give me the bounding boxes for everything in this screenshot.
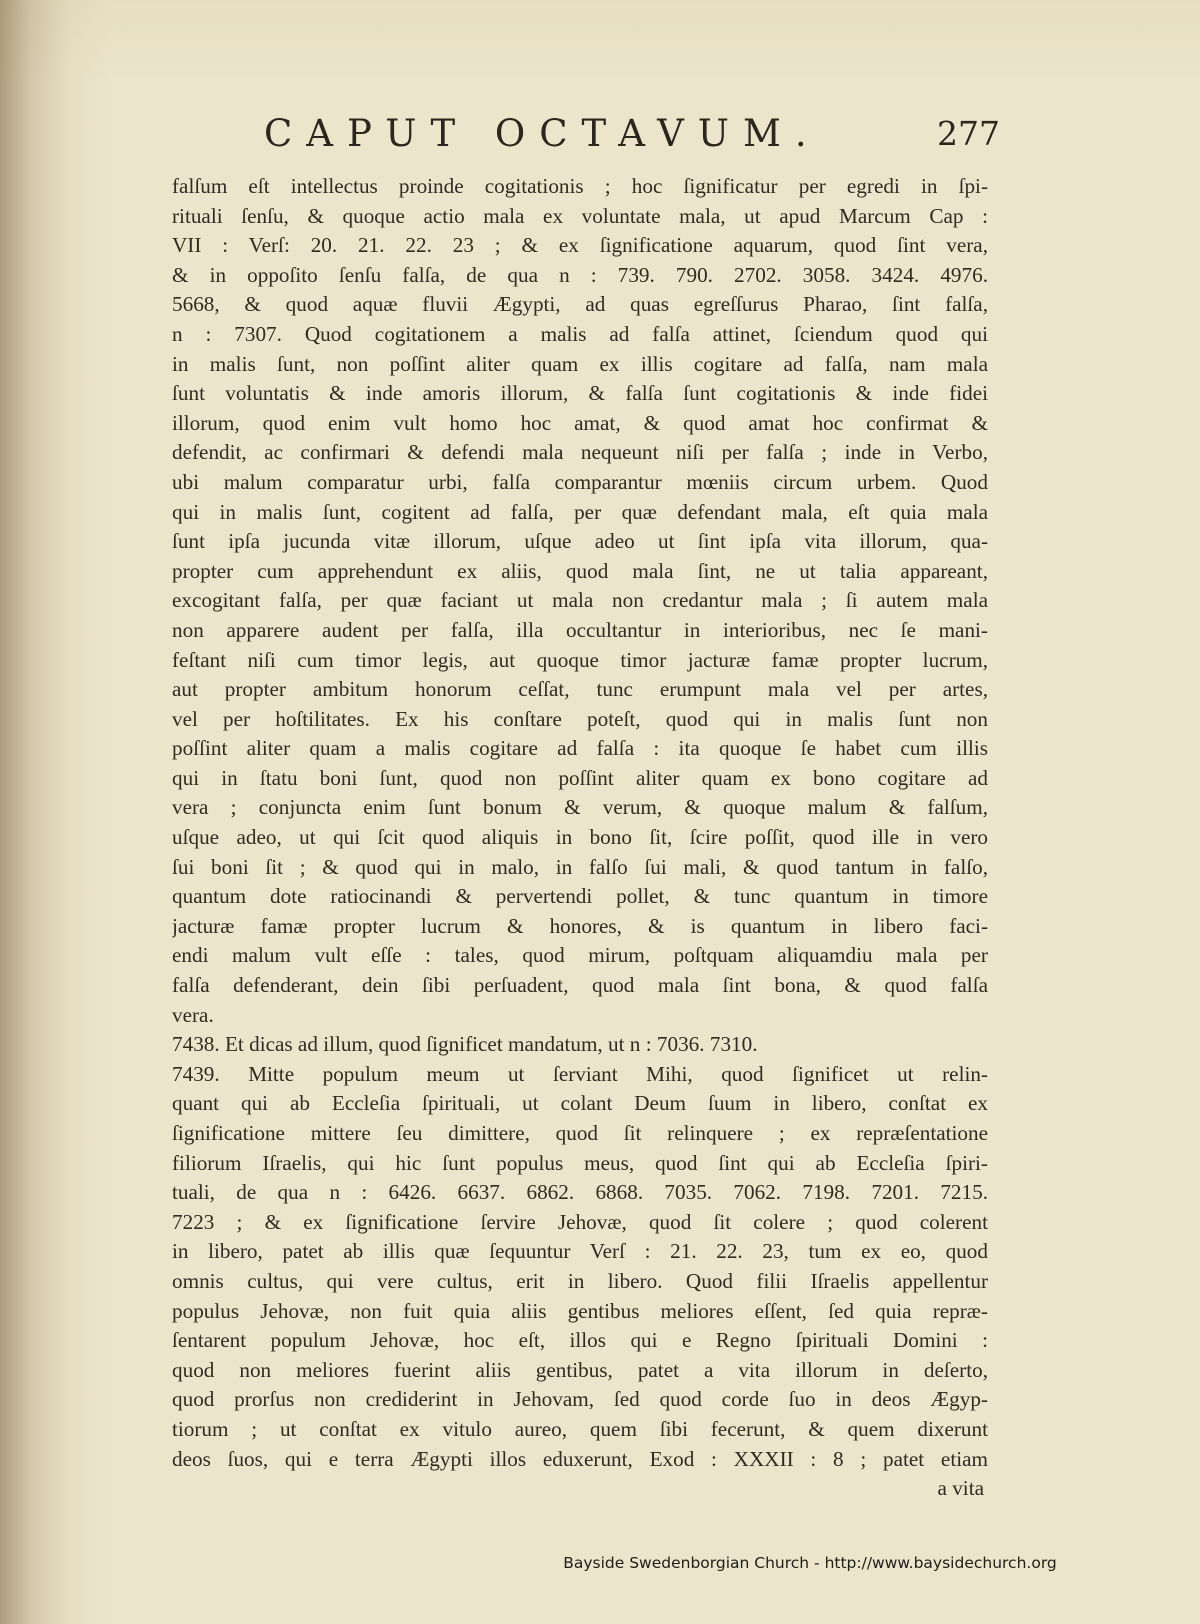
text-line: tiorum ; ut conſtat ex vitulo aureo, quem ſibi fecerunt, & quem dixerunt [172, 1416, 988, 1441]
text-line: omnis cultus, qui vere cultus, erit in libero. Quod filii Iſraelis appellentur [172, 1268, 988, 1293]
text-line: vera. [172, 1002, 214, 1027]
text-line: aut propter ambitum honorum ceſſat, tunc erumpunt mala vel per artes, [172, 677, 988, 702]
text-line: 7439. Mitte populum meum ut ſerviant Mihi, quod ſignificet ut relin- [172, 1061, 988, 1086]
body-text [172, 172, 988, 1504]
text-line: jacturæ famæ propter lucrum & honores, & is quantum in libero faci- [172, 913, 988, 938]
text-line: propter cum apprehendunt ex aliis, quod mala ſint, ne ut talia appareant, [172, 558, 988, 583]
text-line: falſum eſt intellectus proinde cogitationis ; hoc ſignificatur per egredi in ſpi- [172, 174, 988, 198]
text-line: 7223 ; & ex ſignificatione ſervire Jehovæ, quod ſit colere ; quod colerent [172, 1209, 988, 1234]
text-line: 7438. Et dicas ad illum, quod ſignificet mandatum, ut n : 7036. 7310. [172, 1032, 758, 1057]
text-line: VII : Verſ: 20. 21. 22. 23 ; & ex ſignificatione aquarum, quod ſint vera, [172, 233, 988, 258]
text-line: endi malum vult eſſe : tales, quod mirum, poſtquam aliquamdiu mala per [172, 943, 988, 968]
text-line: n : 7307. Quod cogitationem a malis ad falſa attinet, ſciendum quod qui [172, 321, 988, 346]
text-line: uſque adeo, ut qui ſcit quod aliquis in bono ſit, ſcire poſſit, quod ille in vero [172, 825, 988, 850]
text-line: ſunt voluntatis & inde amoris illorum, & falſa ſunt cogitationis & inde fidei [172, 381, 988, 406]
text-line: filiorum Iſraelis, qui hic ſunt populus meus, quod ſint qui ab Eccleſia ſpiri- [172, 1150, 988, 1175]
text-line: tuali, de qua n : 6426. 6637. 6862. 6868. 7035. 7062. 7198. 7201. 7215. [172, 1180, 988, 1205]
text-line: defendit, ac confirmari & defendi mala nequeunt niſi per falſa ; inde in Verbo, [172, 440, 988, 465]
text-line: ubi malum comparatur urbi, falſa comparantur mœniis circum urbem. Quod [172, 469, 988, 494]
text-line: falſa defenderant, dein ſibi perſuadent, quod mala ſint bona, & quod falſa [172, 973, 988, 998]
text-line: vel per hoſtilitates. Ex his conſtare poteſt, quod qui in malis ſunt non [172, 706, 988, 731]
text-line: quod non meliores fuerint aliis gentibus, patet a vita illorum in deſerto, [172, 1357, 988, 1382]
text-line: non apparere audent per falſa, illa occultantur in interioribus, nec ſe mani- [172, 617, 988, 642]
text-line: qui in ſtatu boni ſunt, quod non poſſint aliter quam ex bono cogitare ad [172, 765, 988, 790]
text-line: poſſint aliter quam a malis cogitare ad falſa : ita quoque ſe habet cum illis [172, 736, 988, 761]
text-line: feſtant niſi cum timor legis, aut quoque timor jacturæ famæ propter lucrum, [172, 647, 988, 672]
text-line: ſui boni ſit ; & quod qui in malo, in falſo ſui mali, & quod tantum in falſo, [172, 854, 988, 879]
page-number: 277 [937, 114, 1000, 153]
text-line: populus Jehovæ, non fuit quia aliis gentibus meliores eſſent, ſed quia repræ- [172, 1298, 988, 1323]
chapter-title: CAPUT OCTAVUM. [264, 112, 821, 155]
text-line: a vita [937, 1476, 984, 1501]
text-line: deos ſuos, qui e terra Ægypti illos eduxerunt, Exod : XXXII : 8 ; patet etiam [172, 1446, 988, 1471]
text-line: quant qui ab Eccleſia ſpirituali, ut colant Deum ſuum in libero, conſtat ex [172, 1091, 988, 1116]
text-line: in libero, patet ab illis quæ ſequuntur Verſ : 21. 22. 23, tum ex eo, quod [172, 1239, 988, 1264]
text-line: 5668, & quod aquæ fluvii Ægypti, ad quas egreſſurus Pharao, ſint falſa, [172, 292, 988, 317]
text-line: vera ; conjuncta enim ſunt bonum & verum, & quoque malum & falſum, [172, 795, 988, 820]
text-line: ſentarent populum Jehovæ, hoc eſt, illos qui e Regno ſpirituali Domini : [172, 1328, 988, 1353]
text-line: rituali ſenſu, & quoque actio mala ex voluntate mala, ut apud Marcum Cap : [172, 203, 988, 228]
text-line: ſignificatione mittere ſeu dimittere, quod ſit relinquere ; ex repræſentatione [172, 1121, 988, 1145]
text-line: & in oppoſito ſenſu falſa, de qua n : 739. 790. 2702. 3058. 3424. 4976. [172, 262, 988, 287]
text-line: quod prorſus non crediderint in Jehovam, ſed quod corde ſuo in deos Ægyp- [172, 1387, 988, 1412]
footer-credit: Bayside Swedenborgian Church - http://www.baysidechurch.org [563, 1554, 1057, 1572]
text-line: illorum, quod enim vult homo hoc amat, & quod amat hoc confirmat & [172, 410, 988, 435]
text-line: ſunt ipſa jucunda vitæ illorum, uſque adeo ut ſint ipſa vita illorum, qua- [172, 529, 988, 554]
text-line: quantum dote ratiocinandi & pervertendi pollet, & tunc quantum in timore [172, 884, 988, 909]
text-line: qui in malis ſunt, cogitent ad falſa, per quæ defendant mala, eſt quia mala [172, 499, 988, 524]
text-line: in malis ſunt, non poſſint aliter quam ex illis cogitare ad falſa, nam mala [172, 351, 988, 376]
text-line: excogitant falſa, per quæ faciant ut mala non credantur mala ; ſi autem mala [172, 588, 988, 613]
running-head [160, 112, 1000, 166]
